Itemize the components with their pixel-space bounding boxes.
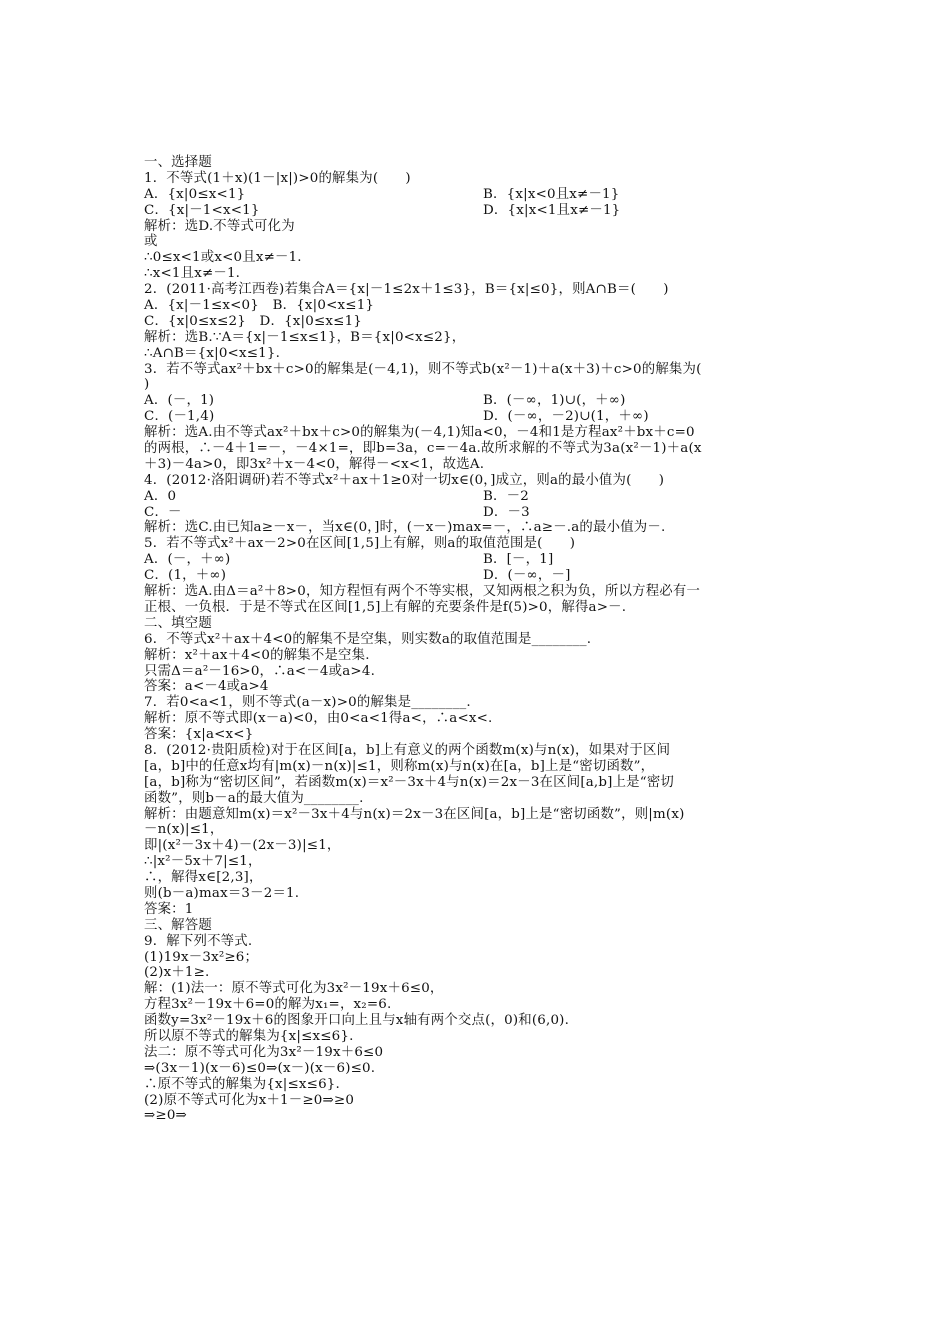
text-line: 9．解下列不等式. [144, 933, 253, 949]
text-line: 只需Δ＝a²－16>0，∴a<－4或a>4. [144, 663, 376, 679]
text-line: (1)19x－3x²≥6； [144, 949, 259, 965]
text-line: 即|(x²－3x＋4)－(2x－3)|≤1， [144, 838, 341, 854]
text-line: 函数y=3x²－19x＋6的图象开口向上且与x轴有两个交点(，0)和(6,0). [144, 1013, 570, 1029]
option-row [144, 409, 816, 425]
text-line: 法二：原不等式可化为3x²－19x＋6≤0 [144, 1044, 384, 1060]
text-line: 则(b－a)max＝3－2＝1. [144, 885, 300, 901]
option-row [144, 187, 816, 203]
text-line: 二、填空题 [144, 615, 212, 631]
option-row [144, 489, 816, 505]
text-line: 解析：选C.由已知a≥－x－，当x∈(0，]时，(－x－)max=－，∴a≥－.a的最小值为－. [144, 520, 666, 536]
text-line: 答案：{x|a<x<} [144, 727, 254, 743]
text-line: ∴x<1且x≠－1. [144, 266, 241, 282]
text-line: 6．不等式x²＋ax＋4<0的解集不是空集，则实数a的取值范围是________. [144, 631, 592, 647]
document-page [144, 155, 816, 1124]
text-line: 答案：1 [144, 901, 194, 917]
text-line: (2)原不等式可化为x＋1－≥0⇒≥0 [144, 1092, 355, 1108]
option-left: A．0 [144, 488, 177, 504]
text-line: (2)x＋1≥. [144, 965, 210, 981]
text-line: 解析：选A.由不等式ax²＋bx＋c>0的解集为(－4,1)知a<0，－4和1是方程ax²＋bx＋c=0 [144, 425, 695, 441]
option-right: B．[－，1] [483, 552, 554, 568]
text-line: 5．若不等式x²＋ax－2>0在区间[1,5]上有解，则a的取值范围是( ) [144, 536, 576, 552]
option-left: A．(－，＋∞) [144, 552, 231, 568]
text-line: ∴|x²－5x＋7|≤1， [144, 854, 262, 870]
option-right: B．{x|x<0且x≠－1} [483, 186, 620, 202]
text-line: 解析：x²＋ax＋4<0的解集不是空集. [144, 647, 370, 663]
option-right: D．(－∞，－2)∪(1，＋∞) [483, 409, 649, 425]
option-right: D．(－∞，－] [483, 568, 571, 584]
text-line: ) [144, 377, 150, 393]
text-line: A．{x|－1≤x<0} B．{x|0<x≤1} [144, 298, 375, 314]
option-left: C．－ [144, 504, 182, 520]
text-line: 解析：选A.由Δ＝a²＋8>0，知方程恒有两个不等实根，又知两根之积为负，所以方程必有一 [144, 584, 701, 600]
option-right: B．(－∞，1)∪(，＋∞) [483, 393, 626, 409]
text-line: －n(x)|≤1， [144, 822, 224, 838]
text-line: 三、解答题 [144, 917, 212, 933]
text-line: 所以原不等式的解集为{x|≤x≤6}. [144, 1028, 354, 1044]
option-row [144, 568, 816, 584]
text-line: ∴原不等式的解集为{x|≤x≤6}. [144, 1076, 340, 1092]
text-line: 7．若0<a<1，则不等式(a－x)>0的解集是________. [144, 695, 471, 711]
text-line: 1．不等式(1＋x)(1－|x|)>0的解集为( ) [144, 170, 411, 186]
option-row [144, 505, 816, 521]
text-line: ＋3)－4a>0，即3x²＋x－4<0，解得－<x<1，故选A. [144, 456, 485, 472]
text-line: [a，b]称为“密切区间”，若函数m(x)＝x²－3x＋4与n(x)＝2x－3在区间[a,b]上是“密切 [144, 774, 674, 790]
text-line: 方程3x²－19x＋6=0的解为x₁=，x₂=6. [144, 997, 392, 1013]
text-line: 3．若不等式ax²＋bx＋c>0的解集是(－4,1)，则不等式b(x²－1)＋a(x＋3)＋c>0的解集为( [144, 361, 702, 377]
text-line: 一、选择题 [144, 155, 212, 170]
text-line: 答案：a<－4或a>4 [144, 679, 269, 695]
text-line: 的两根，∴－4＋1=－，－4×1=，即b=3a，c=－4a.故所求解的不等式为3a(x²－1)＋a(x [144, 441, 702, 457]
option-left: C．(1，＋∞) [144, 568, 227, 584]
text-line: ⇒≥0⇒ [144, 1108, 187, 1124]
text-line: 解析：原不等式即(x－a)<0，由0<a<1得a<，∴a<x<. [144, 711, 493, 727]
text-line: ∴，解得x∈[2,3]， [144, 870, 263, 886]
text-line: 解析：选D.不等式可化为 [144, 218, 295, 234]
option-row [144, 552, 816, 568]
text-line: [a，b]中的任意x均有|m(x)－n(x)|≤1，则称m(x)与n(x)在[a，b]上是“密切函数”， [144, 758, 655, 774]
option-left: C．{x|－1<x<1} [144, 202, 260, 218]
text-line: 解析：由题意知m(x)＝x²－3x＋4与n(x)＝2x－3在区间[a，b]上是“密切函数”，则|m(x) [144, 806, 685, 822]
text-line: 8．(2012·贵阳质检)对于在区间[a，b]上有意义的两个函数m(x)与n(x)，如果对于区间 [144, 742, 671, 758]
option-right: B．－2 [483, 488, 529, 504]
option-left: A．(－，1) [144, 393, 215, 409]
option-row [144, 203, 816, 219]
text-line: ∴0≤x<1或x<0且x≠－1. [144, 250, 302, 266]
text-line: 2．(2011·高考江西卷)若集合A＝{x|－1≤2x＋1≤3}，B＝{x|≤0}，则A∩B＝( ) [144, 282, 669, 298]
option-row [144, 393, 816, 409]
text-line: 正根、一负根．于是不等式在区间[1,5]上有解的充要条件是f(5)>0，解得a>－. [144, 599, 627, 615]
text-line: ⇒(3x－1)(x－6)≤0⇒(x－)(x－6)≤0. [144, 1060, 376, 1076]
option-left: C．(－1,4) [144, 409, 215, 425]
text-line: 函数”，则b－a的最大值为________. [144, 790, 364, 806]
text-line: 或 [144, 234, 158, 250]
text-line: C．{x|0≤x≤2} D．{x|0≤x≤1} [144, 313, 363, 329]
option-right: D．{x|x<1且x≠－1} [483, 202, 621, 218]
option-right: D．－3 [483, 504, 530, 520]
text-line: ∴A∩B＝{x|0<x≤1}. [144, 345, 281, 361]
option-left: A．{x|0≤x<1} [144, 186, 246, 202]
text-line: 解析：选B.∵A＝{x|－1≤x≤1}，B＝{x|0<x≤2}， [144, 329, 466, 345]
text-line: 4．(2012·洛阳调研)若不等式x²＋ax＋1≥0对一切x∈(0，]成立，则a的最小值为( ) [144, 472, 665, 488]
text-line: 解：(1)法一：原不等式可化为3x²－19x＋6≤0， [144, 981, 444, 997]
